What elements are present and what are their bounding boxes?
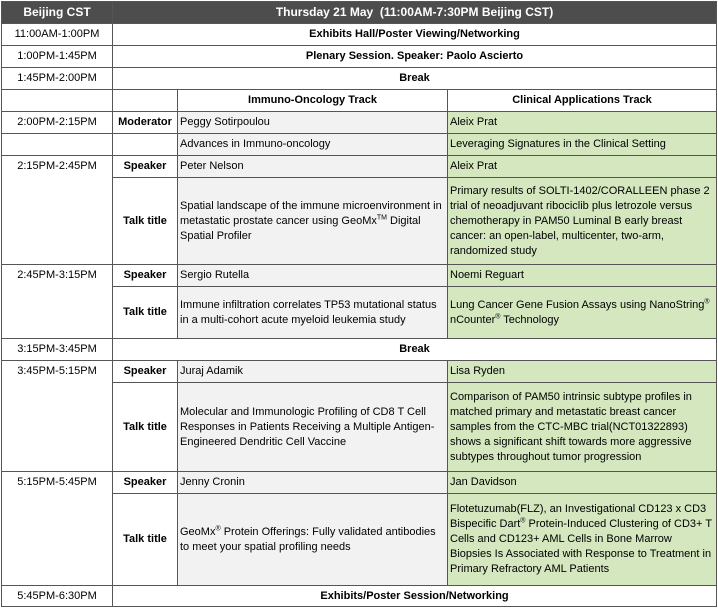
empty-cell <box>113 134 178 156</box>
time-cell: 2:45PM-3:15PM <box>2 265 113 339</box>
io-moderator: Peggy Sotirpoulou <box>178 112 448 134</box>
table-row <box>2 339 717 361</box>
time-cell: 1:45PM-2:00PM <box>2 68 113 90</box>
role-cell: Moderator <box>113 112 178 134</box>
io-talk-title <box>178 178 448 265</box>
io-speaker: Peter Nelson <box>178 156 448 178</box>
table-row <box>2 134 717 156</box>
role-cell: Talk title <box>113 178 178 265</box>
time-cell: 2:00PM-2:15PM <box>2 112 113 134</box>
time-cell: 3:15PM-3:45PM <box>2 339 113 361</box>
ca-talk-title: Comparison of PAM50 intrinsic subtype profiles in matched primary and metastatic breast cancer samples from the CTC-MBC trial(NCT01322893) shows a significant shift towards more aggressive subtypes throughout tumor progression <box>448 383 717 472</box>
time-cell: 1:00PM-1:45PM <box>2 46 113 68</box>
role-cell: Speaker <box>113 361 178 383</box>
session-cell: Exhibits Hall/Poster Viewing/Networking <box>113 24 717 46</box>
title-text: nCounter <box>450 313 496 326</box>
role-cell: Talk title <box>113 494 178 586</box>
title-text: Spatial landscape of the immune microenvironment in metastatic prostate cancer using GeoMx <box>180 199 442 227</box>
track-header-row <box>2 90 717 112</box>
time-cell: 5:45PM-6:30PM <box>2 586 113 607</box>
day-header: Thursday 21 May (11:00AM-7:30PM Beijing CST) <box>113 2 717 24</box>
ca-speaker: Noemi Reguart <box>448 265 717 287</box>
empty-cell <box>113 90 178 112</box>
ca-talk-title: Primary results of SOLTI-1402/CORALLEEN phase 2 trial of neoadjuvant ribociclib plus letrozole versus chemotherapy in PAM50 Luminal B early breast cancer: an open-label, multicenter, two-arm, randomized study <box>448 178 717 265</box>
time-cell: 11:00AM-1:00PM <box>2 24 113 46</box>
ca-track-header: Clinical Applications Track <box>448 90 717 112</box>
io-speaker: Juraj Adamik <box>178 361 448 383</box>
title-text: Flotetuzumab(FLZ), an Investigational CD123 x CD3 Bispecific Dart <box>450 503 707 530</box>
ca-moderator: Aleix Prat <box>448 112 717 134</box>
registered-sup: ® <box>495 312 501 320</box>
io-speaker: Sergio Rutella <box>178 265 448 287</box>
role-cell: Talk title <box>113 287 178 339</box>
table-row <box>2 472 717 494</box>
empty-cell <box>2 134 113 156</box>
session-cell: Plenary Session. Speaker: Paolo Ascierto <box>113 46 717 68</box>
table-row <box>2 112 717 134</box>
role-cell: Talk title <box>113 383 178 472</box>
title-text: Lung Cancer Gene Fusion Assays using NanoString <box>450 298 705 311</box>
header-row <box>2 2 717 24</box>
schedule-table <box>1 1 717 607</box>
time-cell: 2:15PM-2:45PM <box>2 156 113 265</box>
title-text: GeoMx <box>180 525 216 538</box>
registered-sup: ® <box>520 517 526 525</box>
ca-talk-title <box>448 287 717 339</box>
title-text: Protein-Induced Clustering of CD3+ T Cells and CD123+ AML Cells in Bone Marrow Biopsies Is Associated with Response to Treatment in Primary Refractory AML Patients <box>450 518 712 575</box>
table-row <box>2 586 717 607</box>
timezone-header: Beijing CST <box>2 2 113 24</box>
time-cell: 5:15PM-5:45PM <box>2 472 113 586</box>
title-text: Technology <box>500 313 559 326</box>
trademark-sup: TM <box>376 213 387 221</box>
ca-talk-title <box>448 494 717 586</box>
break-cell: Break <box>113 68 717 90</box>
table-row <box>2 24 717 46</box>
io-talk-title: Immune infiltration correlates TP53 mutational status in a multi-cohort acute myeloid leukemia study <box>178 287 448 339</box>
io-track-header: Immuno-Oncology Track <box>178 90 448 112</box>
table-row <box>2 68 717 90</box>
role-cell: Speaker <box>113 265 178 287</box>
role-cell: Speaker <box>113 472 178 494</box>
registered-sup: ® <box>704 297 710 305</box>
break-cell: Break <box>113 339 717 361</box>
registered-sup: ® <box>215 524 221 532</box>
time-cell: 3:45PM-5:15PM <box>2 361 113 472</box>
table-row <box>2 265 717 287</box>
table-row <box>2 156 717 178</box>
io-talk-title: Molecular and Immunologic Profiling of CD8 T Cell Responses in Patients Receiving a Multiple Antigen-Engineered Dendritic Cell Vaccine <box>178 383 448 472</box>
ca-speaker: Jan Davidson <box>448 472 717 494</box>
title-text: Protein Offerings: Fully validated antibodies to meet your spatial profiling needs <box>180 525 436 553</box>
table-row <box>2 46 717 68</box>
io-topic: Advances in Immuno-oncology <box>178 134 448 156</box>
ca-speaker: Lisa Ryden <box>448 361 717 383</box>
table-row <box>2 361 717 383</box>
ca-speaker: Aleix Prat <box>448 156 717 178</box>
title-text: Digital Spatial Profiler <box>180 214 421 242</box>
io-talk-title <box>178 494 448 586</box>
ca-topic: Leveraging Signatures in the Clinical Setting <box>448 134 717 156</box>
role-cell: Speaker <box>113 156 178 178</box>
empty-cell <box>2 90 113 112</box>
io-speaker: Jenny Cronin <box>178 472 448 494</box>
session-cell: Exhibits/Poster Session/Networking <box>113 586 717 607</box>
